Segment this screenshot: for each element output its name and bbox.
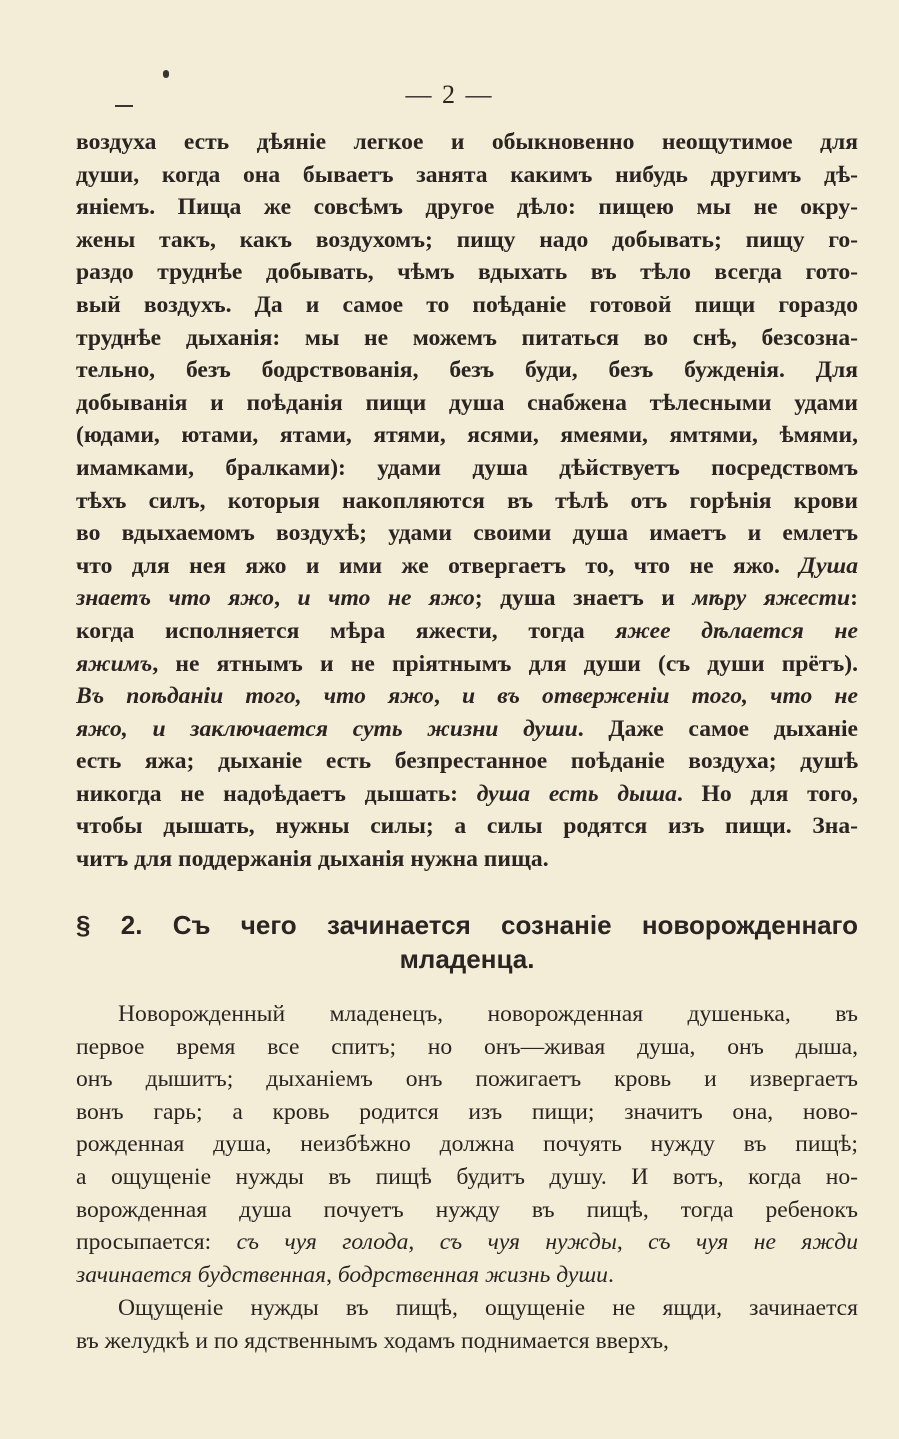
text-line xyxy=(76,126,858,159)
italic-text: съ чуя не яжди xyxy=(648,1229,858,1256)
text-run: чтобы дышать, нужны силы; а силы родятся изъ пищи. Зна- xyxy=(76,813,858,840)
text-run: просыпается: xyxy=(76,1229,237,1256)
text-run: , xyxy=(326,1261,338,1288)
text-run: , xyxy=(274,585,298,612)
text-run: никогда не надоѣдаетъ дышать: xyxy=(76,780,477,807)
text-run: тельно, безъ бодрствованія, безъ буди, безъ бужденія. Для xyxy=(76,357,858,384)
text-line xyxy=(76,1292,858,1325)
text-run: онъ дышитъ; дыханіемъ онъ пожигаетъ кровь и извергаетъ xyxy=(76,1066,858,1093)
italic-text: знаетъ что яжо xyxy=(76,585,275,612)
section-heading-line-2: младенца. xyxy=(399,944,535,974)
text-run: тѣхъ силъ, которыя накопляются въ тѣлѣ отъ горѣнія крови xyxy=(76,487,858,514)
text-run: (юдами, ютами, ятами, ятями, ясями, ямеями, ямтями, ѣмями, xyxy=(76,422,858,449)
text-line xyxy=(76,843,858,876)
text-line xyxy=(76,387,858,420)
text-run: Новорожденный младенецъ, новорожденная душенька, въ xyxy=(118,1001,858,1027)
italic-text: и что не яжо xyxy=(297,585,475,612)
italic-text: душа есть дыша xyxy=(476,780,677,807)
text-run: ; душа знаетъ и xyxy=(474,585,693,612)
text-line xyxy=(76,810,858,843)
text-line xyxy=(76,745,858,778)
text-line xyxy=(76,1063,858,1096)
text-run: , не ятнымъ и не пріятнымъ для души (съ души прётъ). xyxy=(152,650,858,677)
text-run: добыванія и поѣданія пищи душа снабжена тѣлесными удами xyxy=(76,389,858,416)
text-line xyxy=(76,1194,858,1227)
italic-text: бодрственная жизнь души xyxy=(337,1261,608,1288)
italic-text: съ чуя голода xyxy=(236,1229,409,1256)
text-run: рожденная душа, неизбѣжно должна почуять нужду въ пищѣ; xyxy=(76,1131,858,1158)
italic-text: Въ поѣданіи того, что яжо xyxy=(76,683,434,710)
italic-text: мѣру яжести xyxy=(692,585,851,612)
text-line xyxy=(76,550,858,583)
text-line xyxy=(76,1096,858,1129)
italic-text: яжее дѣлается не xyxy=(615,617,858,644)
text-run: Ощущеніе нужды въ пищѣ, ощущеніе не ящди, зачинается xyxy=(118,1295,858,1321)
text-run: что для нея яжо и ими же отвергаетъ то, что не яжо. xyxy=(76,552,800,579)
text-run: , xyxy=(616,1229,649,1256)
text-run: во вдыхаемомъ воздухѣ; удами своими душа имаетъ и емлетъ xyxy=(76,520,858,547)
text-run: труднѣе дыханія: мы не можемъ питаться во снѣ, безсозна- xyxy=(76,324,858,351)
italic-text: яжимъ xyxy=(76,650,153,677)
text-run: а ощущеніе нужды въ пищѣ будитъ душу. И вотъ, когда но- xyxy=(76,1163,858,1190)
text-run: . xyxy=(607,1261,614,1288)
text-line xyxy=(76,615,858,648)
paragraph-3 xyxy=(76,1292,858,1357)
italic-text: зачинается будственная xyxy=(76,1261,327,1288)
text-line xyxy=(76,485,858,518)
text-line xyxy=(76,1161,858,1194)
italic-text: Душа xyxy=(799,552,858,579)
text-line xyxy=(76,1226,858,1259)
text-line xyxy=(76,452,858,485)
text-line xyxy=(76,1259,858,1292)
text-run: , xyxy=(408,1229,440,1256)
text-line xyxy=(76,224,858,257)
text-line xyxy=(76,713,858,746)
italic-text: яжо, и заключается суть жизни души xyxy=(76,715,578,742)
text-run: раздо труднѣе добывать, чѣмъ вдыхать въ тѣло всегда гото- xyxy=(76,259,858,286)
text-line xyxy=(76,159,858,192)
text-line xyxy=(76,1031,858,1064)
page-number: — 2 — xyxy=(405,80,494,109)
text-line xyxy=(76,1128,858,1161)
text-run: . Но для того, xyxy=(676,780,858,807)
text-line xyxy=(76,354,858,387)
text-line xyxy=(76,517,858,550)
text-run: ворожденная душа почуетъ нужду въ пищѣ, тогда ребенокъ xyxy=(76,1196,858,1223)
text-line xyxy=(76,1325,858,1358)
section-heading-line-1: § 2. Съ чего зачинается сознаніе новорожденнаго xyxy=(76,910,858,940)
ink-speck xyxy=(163,70,169,78)
text-line xyxy=(76,322,858,355)
text-line xyxy=(76,419,858,452)
text-run: имамками, бралками): удами душа дѣйствуетъ посредствомъ xyxy=(76,454,858,481)
text-run: жены такъ, какъ воздухомъ; пищу надо добывать; пищу го- xyxy=(76,226,858,253)
text-run: въ желудкѣ и по ядственнымъ ходамъ поднимается вверхъ, xyxy=(76,1327,669,1354)
paragraph-2 xyxy=(76,998,858,1291)
text-run: яніемъ. Пища же совсѣмъ другое дѣло: пищею мы не окру- xyxy=(76,194,858,221)
text-run: . Даже самое дыханіе xyxy=(577,715,858,742)
text-run: первое время все спитъ; но онъ—живая душа, онъ дыша, xyxy=(76,1033,858,1060)
text-line xyxy=(76,648,858,681)
text-line xyxy=(76,680,858,713)
text-line xyxy=(76,256,858,289)
text-run: : xyxy=(850,585,858,612)
section-heading xyxy=(76,908,858,976)
text-run: вый воздухъ. Да и самое то поѣданіе готовой пищи гораздо xyxy=(76,291,858,318)
italic-text: съ чуя нужды xyxy=(439,1229,617,1256)
text-run: читъ для поддержанія дыханія нужна пища. xyxy=(76,846,549,873)
text-line xyxy=(76,778,858,811)
text-line xyxy=(76,289,858,322)
text-run: , xyxy=(433,683,462,710)
text-run: души, когда она бываетъ занята какимъ нибудь другимъ дѣ- xyxy=(76,161,858,188)
text-line xyxy=(76,582,858,615)
text-run: когда исполняется мѣра яжести, тогда xyxy=(76,617,616,644)
text-line xyxy=(76,998,858,1031)
text-run: воздуха есть дѣяніе легкое и обыкновенно неощутимое для xyxy=(76,129,858,155)
text-run: вонъ гарь; а кровь родится изъ пищи; значитъ она, ново- xyxy=(76,1098,858,1125)
text-run: есть яжа; дыханіе есть безпрестанное поѣданіе воздуха; душѣ xyxy=(76,748,858,775)
text-line xyxy=(76,191,858,224)
italic-text: и въ отверженіи того, что не xyxy=(462,683,858,710)
paragraph-1 xyxy=(76,126,858,876)
